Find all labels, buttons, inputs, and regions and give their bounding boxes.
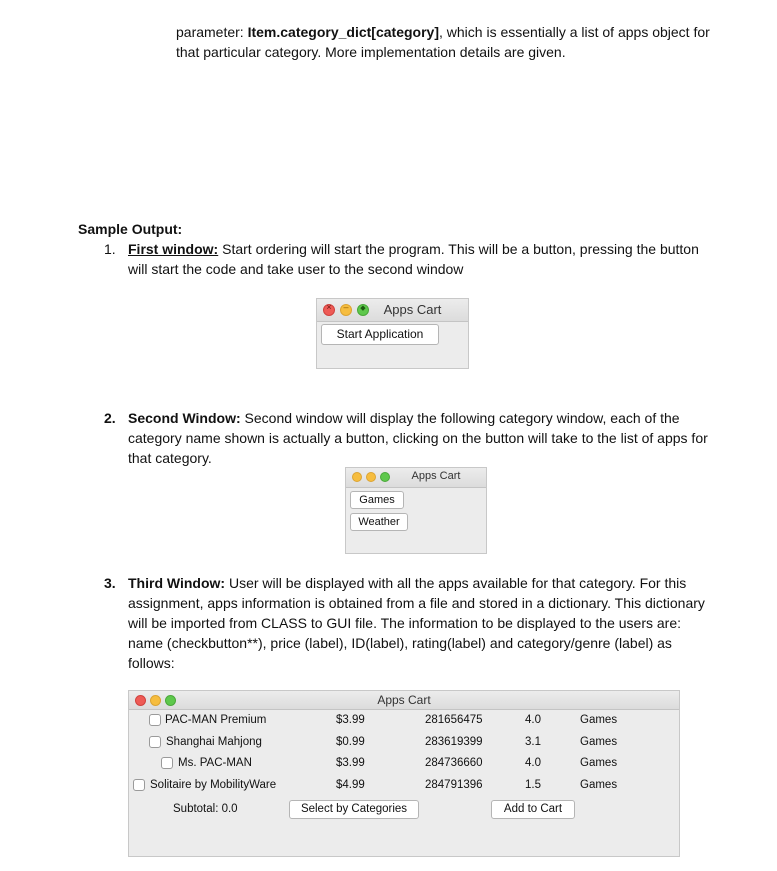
intro-code: Item.category_dict[category]: [247, 24, 439, 40]
app-checkbox[interactable]: [149, 714, 161, 726]
item-text: Start ordering will start the program. This will be a button, pressing the button will start the code and take user to the second window: [128, 241, 699, 277]
app-name: PAC-MAN Premium: [165, 714, 267, 726]
window-title: Apps Cart: [377, 693, 431, 707]
app-rating: 4.0: [525, 757, 541, 769]
app-category: Games: [580, 714, 618, 726]
window-apps: [128, 690, 680, 857]
app-checkbox[interactable]: [149, 736, 161, 748]
window-title: Apps Cart: [383, 302, 442, 317]
app-id: 284791396: [425, 779, 483, 791]
item-number: 3.: [104, 575, 116, 591]
window-categories: [345, 467, 487, 554]
app-category: Games: [580, 757, 618, 769]
sample-output-heading: Sample Output:: [78, 221, 183, 237]
app-name: Ms. PAC-MAN: [178, 757, 252, 769]
app-rating: 4.0: [525, 714, 541, 726]
category-button-games[interactable]: Games: [350, 491, 404, 509]
app-price: $0.99: [336, 736, 365, 748]
window-titlebar: [317, 299, 468, 322]
start-application-button[interactable]: Start Application: [321, 324, 439, 345]
category-button-weather[interactable]: Weather: [350, 513, 408, 531]
close-icon[interactable]: ×: [323, 304, 335, 316]
intro-post: , which is essentially a list of apps object for that particular category. More implementation details are given.: [176, 24, 710, 60]
window-titlebar: [129, 691, 679, 710]
subtotal-label: Subtotal: 0.0: [173, 803, 238, 815]
minimize-icon[interactable]: [366, 472, 376, 482]
intro-paragraph: [176, 22, 736, 62]
add-to-cart-button[interactable]: Add to Cart: [491, 800, 575, 819]
item-text: Second window will display the following category window, each of the category name shown is actually a button, clicking on the button will take to the list of apps for that category.: [128, 410, 708, 466]
list-item-third-window: [104, 573, 714, 673]
app-category: Games: [580, 779, 618, 791]
app-name: Shanghai Mahjong: [166, 736, 262, 748]
app-rating: 3.1: [525, 736, 541, 748]
item-title: Third Window:: [128, 575, 226, 591]
app-checkbox[interactable]: [161, 757, 173, 769]
item-number: 2.: [104, 410, 116, 426]
window-start: [316, 298, 469, 369]
intro-pre: parameter:: [176, 24, 248, 40]
item-text: User will be displayed with all the apps available for that category. For this assignment, apps information is obtained from a file and stored in a dictionary. This dictionary will be imported from CLASS to GUI file. The information to be displayed to the users are: name (checkbutton**), price (label), ID(label), rating(label) and category/genre (label) as follows:: [128, 575, 705, 671]
app-id: 284736660: [425, 757, 483, 769]
item-title: First window:: [128, 241, 219, 257]
app-id: 283619399: [425, 736, 483, 748]
close-icon[interactable]: [352, 472, 362, 482]
apps-table: [129, 710, 679, 856]
app-price: $3.99: [336, 714, 365, 726]
app-checkbox[interactable]: [133, 779, 145, 791]
minimize-icon[interactable]: –: [340, 304, 352, 316]
app-price: $4.99: [336, 779, 365, 791]
item-number: 1.: [104, 241, 116, 257]
app-price: $3.99: [336, 757, 365, 769]
app-name: Solitaire by MobilityWare: [150, 779, 277, 791]
list-item-first-window: [104, 239, 714, 279]
window-titlebar: [346, 468, 486, 488]
app-category: Games: [580, 736, 618, 748]
list-item-second-window: [104, 408, 714, 468]
zoom-icon[interactable]: ◆: [357, 304, 369, 316]
app-rating: 1.5: [525, 779, 541, 791]
app-id: 281656475: [425, 714, 483, 726]
window-title: Apps Cart: [411, 470, 461, 482]
item-title: Second Window:: [128, 410, 241, 426]
select-by-categories-button[interactable]: Select by Categories: [289, 800, 419, 819]
